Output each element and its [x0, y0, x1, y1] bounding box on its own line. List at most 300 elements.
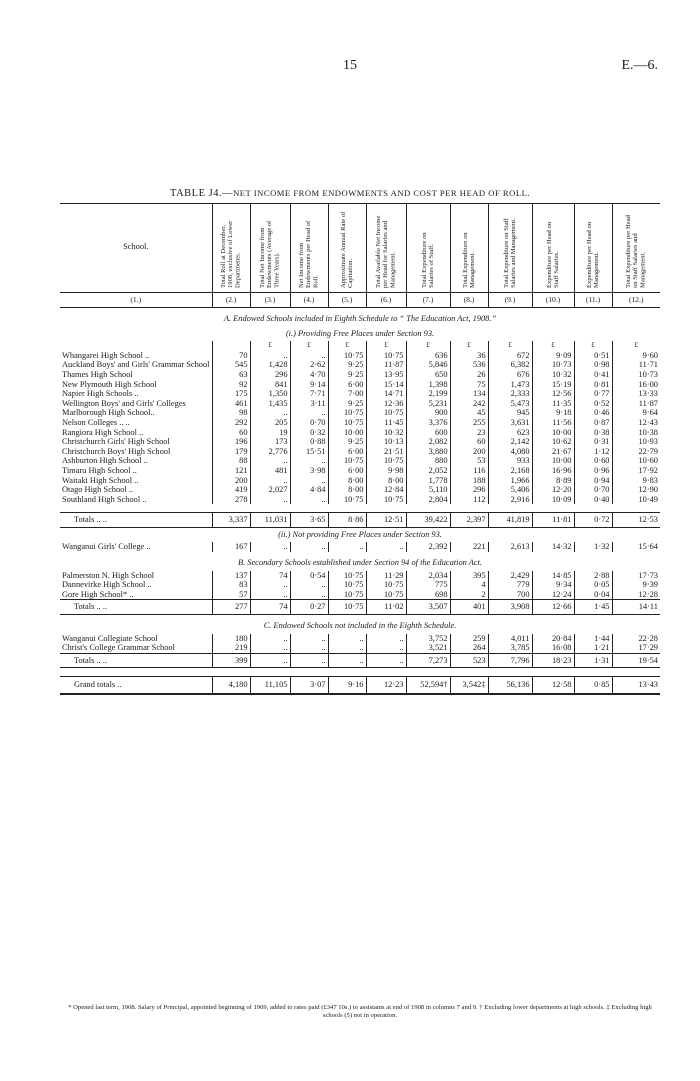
table-cell: 9·09 — [532, 351, 574, 361]
table-cell: 296 — [450, 485, 488, 495]
table-cell: 1,428 — [250, 360, 290, 370]
table-row — [60, 437, 660, 447]
table-cell: 60 — [450, 437, 488, 447]
column-number: (1.) — [60, 293, 212, 308]
table-cell: 1·31 — [574, 653, 612, 668]
table-cell: .. — [250, 590, 290, 600]
column-header-label: Total Expenditure on Management. — [461, 232, 476, 288]
table-cell: 12·53 — [612, 513, 660, 528]
table-cell: 2,199 — [406, 389, 450, 399]
table-row — [60, 466, 660, 476]
column-header-label: Total Roll at December, 1908, exclusive of Lower Departments. — [220, 220, 242, 288]
column-number: (6.) — [366, 293, 406, 308]
table-cell: 2,168 — [488, 466, 532, 476]
table-cell: 121 — [212, 466, 250, 476]
table-cell: 0·32 — [290, 428, 328, 438]
table-cell: 623 — [488, 428, 532, 438]
table-cell: 10·00 — [532, 456, 574, 466]
table-cell: .. — [250, 408, 290, 418]
table-cell: 3·65 — [290, 513, 328, 528]
spacer-cell — [328, 504, 366, 513]
table-cell: 9·64 — [612, 408, 660, 418]
unit-symbol: £ — [574, 341, 612, 351]
table-cell: 1·45 — [574, 600, 612, 615]
table-cell: 221 — [450, 542, 488, 552]
table-cell: 116 — [450, 466, 488, 476]
table-cell: 11·02 — [366, 600, 406, 615]
table-cell: 0·81 — [574, 380, 612, 390]
table-cell: .. — [290, 495, 328, 505]
spacer-cell — [406, 504, 450, 513]
table-cell: 16·08 — [532, 643, 574, 653]
column-header-label: Net Income from Endowments per Head of Roll. — [298, 220, 320, 288]
table-cell: .. — [290, 476, 328, 486]
school-name: Wanganui Collegiate School — [62, 633, 158, 643]
table-cell: 10·38 — [612, 428, 660, 438]
table-cell: 0·05 — [574, 580, 612, 590]
table-cell: .. — [366, 542, 406, 552]
table-cell: 1,473 — [488, 380, 532, 390]
table-cell: 0·60 — [574, 456, 612, 466]
totals-row — [60, 653, 660, 668]
table-cell: 880 — [406, 456, 450, 466]
table-cell: 41,819 — [488, 513, 532, 528]
unit-symbol: £ — [612, 341, 660, 351]
spacer-cell — [612, 668, 660, 677]
table-cell: 481 — [250, 466, 290, 476]
table-cell: 0·54 — [290, 571, 328, 581]
table-cell: 545 — [212, 360, 250, 370]
table-cell: 698 — [406, 590, 450, 600]
table-cell: 242 — [450, 399, 488, 409]
table-cell: 775 — [406, 580, 450, 590]
table-cell: 9·98 — [366, 466, 406, 476]
spacer-cell — [532, 668, 574, 677]
table-cell: 45 — [450, 408, 488, 418]
table-cell: 10·75 — [366, 590, 406, 600]
table-cell: 74 — [250, 600, 290, 615]
table-cell: 180 — [212, 634, 250, 644]
table-cell: 7·71 — [290, 389, 328, 399]
school-name: Auckland Boys' and Girls' Grammar School — [62, 360, 210, 370]
table-cell: 3,785 — [488, 643, 532, 653]
table-cell: 1,966 — [488, 476, 532, 486]
subsection-heading: (ii.) Not providing Free Places under Section 93. — [278, 529, 442, 539]
table-cell: 11·56 — [532, 418, 574, 428]
table-cell: 134 — [450, 389, 488, 399]
table-cell: 4 — [450, 580, 488, 590]
table-cell: 14·85 — [532, 571, 574, 581]
table-row — [60, 495, 660, 505]
table-cell: 20·84 — [532, 634, 574, 644]
school-name: Dannevirke High School .. — [62, 580, 152, 590]
table-cell: 0·98 — [574, 360, 612, 370]
table-cell: 0·77 — [574, 389, 612, 399]
table-cell: 0·94 — [574, 476, 612, 486]
table-cell: 8·86 — [328, 513, 366, 528]
table-header — [60, 204, 660, 308]
table-cell: .. — [328, 634, 366, 644]
table-cell: 13·33 — [612, 389, 660, 399]
table-cell: .. — [290, 653, 328, 668]
column-header-label: Expenditure per Head on Management. — [585, 221, 600, 288]
spacer-cell — [60, 668, 212, 677]
spacer-cell — [250, 668, 290, 677]
table-cell: 12·90 — [612, 485, 660, 495]
column-number: (3.) — [250, 293, 290, 308]
spacer-cell — [366, 504, 406, 513]
table-cell: 15·19 — [532, 380, 574, 390]
table-cell: 3·98 — [290, 466, 328, 476]
column-number: (4.) — [290, 293, 328, 308]
table-cell: 10·75 — [366, 580, 406, 590]
table-cell: 8·00 — [328, 476, 366, 486]
table-cell: 900 — [406, 408, 450, 418]
column-header: School. — [60, 204, 212, 293]
table-title-main: NET INCOME FROM ENDOWMENTS AND COST PER HEAD OF ROLL. — [233, 188, 530, 198]
school-name: Waitaki High School .. — [62, 475, 139, 485]
table-cell: 88 — [212, 456, 250, 466]
table-cell: .. — [290, 643, 328, 653]
unit-symbol — [212, 341, 250, 351]
table-cell: 10·75 — [328, 408, 366, 418]
table-cell: 17·29 — [612, 643, 660, 653]
school-name: Wellington Boys' and Girls' Colleges — [62, 398, 186, 408]
table-cell: .. — [250, 456, 290, 466]
table-cell: 219 — [212, 643, 250, 653]
table-cell: 3·07 — [290, 677, 328, 694]
table-cell: 3,376 — [406, 418, 450, 428]
table-cell: 3,521 — [406, 643, 450, 653]
table-cell: 2,142 — [488, 437, 532, 447]
table-cell: 0·72 — [574, 513, 612, 528]
table-cell: 75 — [450, 380, 488, 390]
table-body — [60, 308, 660, 695]
table-cell: 0·70 — [290, 418, 328, 428]
section-heading: B. Secondary Schools established under Section 94 of the Education Act. — [237, 558, 483, 568]
column-number: (8.) — [450, 293, 488, 308]
table-cell: 2,027 — [250, 485, 290, 495]
table-cell: 5,231 — [406, 399, 450, 409]
table-cell: 15·51 — [290, 447, 328, 457]
school-name: Otago High School .. — [62, 485, 133, 495]
table-cell: 26 — [450, 370, 488, 380]
school-name: Christchurch Boys' High School — [62, 446, 171, 456]
table-cell: 39,422 — [406, 513, 450, 528]
table-cell: 2,613 — [488, 542, 532, 552]
table-cell: 36 — [450, 351, 488, 361]
school-name: Napier High Schools .. — [62, 389, 139, 399]
page-number: 15 — [343, 58, 357, 73]
table-cell: 8·89 — [532, 476, 574, 486]
column-header-label: Total Expenditure on Salaries of Staff. — [420, 232, 435, 288]
table-cell: 10·75 — [366, 351, 406, 361]
table-cell: 70 — [212, 351, 250, 361]
table-cell: 13·43 — [612, 677, 660, 694]
spacer-cell — [612, 504, 660, 513]
table-cell: 3,631 — [488, 418, 532, 428]
table-cell: 4,180 — [212, 677, 250, 694]
table-row — [60, 590, 660, 600]
table-cell: 5,110 — [406, 485, 450, 495]
table-cell: .. — [250, 643, 290, 653]
table-cell: 4·70 — [290, 370, 328, 380]
table-cell: 399 — [212, 653, 250, 668]
column-number: (9.) — [488, 293, 532, 308]
table-cell: .. — [328, 643, 366, 653]
grand-totals-row — [60, 677, 660, 694]
table-cell: 173 — [250, 437, 290, 447]
table-cell: 0·27 — [290, 600, 328, 615]
table-cell: 2,333 — [488, 389, 532, 399]
income-endowment-table — [60, 203, 660, 695]
table-cell: 10·75 — [366, 408, 406, 418]
table-cell: 92 — [212, 380, 250, 390]
table-cell: 10·75 — [328, 571, 366, 581]
table-cell: .. — [290, 542, 328, 552]
table-cell: 0·52 — [574, 399, 612, 409]
table-cell: .. — [366, 634, 406, 644]
table-cell: 650 — [406, 370, 450, 380]
table-row — [60, 580, 660, 590]
table-cell: 0·70 — [574, 485, 612, 495]
table-cell: 10·75 — [366, 456, 406, 466]
school-name: Gore High School* .. — [62, 589, 134, 599]
table-cell: 0·46 — [574, 408, 612, 418]
table-cell: 461 — [212, 399, 250, 409]
totals-row — [60, 513, 660, 528]
table-cell: 672 — [488, 351, 532, 361]
table-title-prefix: TABLE J4.— — [170, 188, 234, 199]
footnote: * Opened last term, 1908. Salary of Principal, appointed beginning of 1909, added to rates paid (£347 10s.) to assistants at end of 1908 in columns 7 and 9. † Excluding lower departments at high schools. ‡ Excluding high schools (5) not in operation. — [68, 1004, 652, 1019]
table-cell: 10·75 — [366, 495, 406, 505]
table-cell: 188 — [450, 476, 488, 486]
table-cell: 14·32 — [532, 542, 574, 552]
unit-symbol: £ — [450, 341, 488, 351]
table-row — [60, 571, 660, 581]
table-cell: 12·56 — [532, 389, 574, 399]
table-cell: 11·71 — [612, 360, 660, 370]
table-cell: 11·35 — [532, 399, 574, 409]
table-cell: 16·00 — [612, 380, 660, 390]
table-cell: .. — [328, 542, 366, 552]
school-name: Christ's College Grammar School — [62, 643, 175, 653]
table-cell: 200 — [212, 476, 250, 486]
table-cell: 12·36 — [366, 399, 406, 409]
column-header — [366, 204, 406, 293]
table-cell: 401 — [450, 600, 488, 615]
table-cell: 3,880 — [406, 447, 450, 457]
table-cell: 1·44 — [574, 634, 612, 644]
school-name: Wanganui Girls' College .. — [62, 542, 151, 552]
table-cell: 3,542‡ — [450, 677, 488, 694]
table-cell: 12·23 — [366, 677, 406, 694]
table-cell: 1·32 — [574, 542, 612, 552]
table-cell: 1,350 — [250, 389, 290, 399]
table-cell: 12·51 — [366, 513, 406, 528]
spacer-cell — [212, 668, 250, 677]
table-cell: 11·87 — [612, 399, 660, 409]
table-cell: 12·84 — [366, 485, 406, 495]
table-cell: 10·49 — [612, 495, 660, 505]
table-cell: 1,435 — [250, 399, 290, 409]
table-cell: 9·18 — [532, 408, 574, 418]
column-header-label: Approximate Annual Rate of Capitation. — [339, 211, 354, 288]
table-cell: 10·75 — [328, 418, 366, 428]
spacer-cell — [250, 504, 290, 513]
table-cell: 10·93 — [612, 437, 660, 447]
table-cell: 12·20 — [532, 485, 574, 495]
table-cell: .. — [366, 643, 406, 653]
table-cell: 5,406 — [488, 485, 532, 495]
table-cell: 10·60 — [612, 456, 660, 466]
table-cell: 57 — [212, 590, 250, 600]
spacer-cell — [574, 504, 612, 513]
table-cell: 10·75 — [328, 600, 366, 615]
table-cell: 3,507 — [406, 600, 450, 615]
table-cell: 292 — [212, 418, 250, 428]
table-cell: .. — [290, 408, 328, 418]
table-cell: .. — [290, 590, 328, 600]
table-cell: 676 — [488, 370, 532, 380]
table-cell: 175 — [212, 389, 250, 399]
column-header-label: Total Expenditure per Head on Staff Salaries and Management. — [625, 215, 647, 288]
table-cell: 3,908 — [488, 600, 532, 615]
table-row — [60, 456, 660, 466]
table-cell: 4,080 — [488, 447, 532, 457]
table-cell: 16·96 — [532, 466, 574, 476]
table-cell: 8·00 — [366, 476, 406, 486]
unit-symbol: £ — [290, 341, 328, 351]
table-cell: 11·87 — [366, 360, 406, 370]
table-cell: 10·00 — [532, 428, 574, 438]
table-cell: 277 — [212, 600, 250, 615]
spacer-cell — [450, 504, 488, 513]
column-header-label: Total Net Income from Endowments (Average of Three Years). — [259, 220, 281, 288]
spacer-cell — [290, 504, 328, 513]
table-row — [60, 399, 660, 409]
column-header-label: Total Expenditure on Staff Salaries and Management. — [502, 218, 517, 288]
table-cell: .. — [250, 476, 290, 486]
table-row — [60, 360, 660, 370]
table-cell: 1,398 — [406, 380, 450, 390]
spacer-cell — [488, 668, 532, 677]
column-header — [488, 204, 532, 293]
table-cell: 6·00 — [328, 466, 366, 476]
school-name: Rangiora High School .. — [62, 427, 144, 437]
unit-symbol: £ — [328, 341, 366, 351]
table-cell: .. — [250, 580, 290, 590]
table-cell: 9·39 — [612, 580, 660, 590]
table-cell: .. — [328, 653, 366, 668]
table-cell: 200 — [450, 447, 488, 457]
column-header-label: Total Available Net Income per Head for Salaries and Management. — [375, 215, 397, 288]
unit-symbol: £ — [366, 341, 406, 351]
table-cell: 9·25 — [328, 437, 366, 447]
table-title — [0, 188, 700, 199]
column-header — [612, 204, 660, 293]
table-cell: .. — [250, 542, 290, 552]
table-cell: 14·71 — [366, 389, 406, 399]
table-cell: 60 — [212, 428, 250, 438]
school-name: Nelson Colleges .. .. — [62, 417, 130, 427]
table-cell: 9·16 — [328, 677, 366, 694]
table-cell: 3·11 — [290, 399, 328, 409]
table-cell: 419 — [212, 485, 250, 495]
school-name: Thames High School — [62, 369, 133, 379]
table-cell: 10·73 — [612, 370, 660, 380]
table-cell: .. — [250, 634, 290, 644]
section-heading: C. Endowed Schools not included in the Eighth Schedule. — [263, 621, 457, 631]
table-cell: .. — [250, 351, 290, 361]
table-cell: 2·62 — [290, 360, 328, 370]
table-row — [60, 351, 660, 361]
column-header — [532, 204, 574, 293]
table-cell: 56,136 — [488, 677, 532, 694]
table-cell: 0·85 — [574, 677, 612, 694]
school-name: Southland High School .. — [62, 494, 147, 504]
table-cell: 205 — [250, 418, 290, 428]
table-cell: 5,846 — [406, 360, 450, 370]
table-cell: 1,778 — [406, 476, 450, 486]
table-cell: 2·88 — [574, 571, 612, 581]
table-cell: 7,273 — [406, 653, 450, 668]
table-cell: 9·14 — [290, 380, 328, 390]
table-cell: 12·24 — [532, 590, 574, 600]
table-cell: 23 — [450, 428, 488, 438]
table-cell: 53 — [450, 456, 488, 466]
table-cell: 6·00 — [328, 447, 366, 457]
table-cell: 15·14 — [366, 380, 406, 390]
table-cell: 10·75 — [328, 590, 366, 600]
table-cell: 52,594† — [406, 677, 450, 694]
table-cell: 63 — [212, 370, 250, 380]
school-name: Totals .. .. — [60, 600, 212, 615]
table-row — [60, 370, 660, 380]
table-cell: .. — [290, 634, 328, 644]
table-cell: 7·00 — [328, 389, 366, 399]
table-cell: 9·60 — [612, 351, 660, 361]
column-header — [212, 204, 250, 293]
table-cell: 10·62 — [532, 437, 574, 447]
table-cell: 22·79 — [612, 447, 660, 457]
school-name: Grand totals .. — [60, 677, 212, 694]
table-cell: 11·81 — [532, 513, 574, 528]
table-cell: 112 — [450, 495, 488, 505]
table-row — [60, 408, 660, 418]
table-cell: 0·40 — [574, 495, 612, 505]
table-cell: 636 — [406, 351, 450, 361]
table-cell: 21·51 — [366, 447, 406, 457]
table-cell: 2,429 — [488, 571, 532, 581]
table-cell: 0·87 — [574, 418, 612, 428]
unit-symbol: £ — [406, 341, 450, 351]
table-cell: 4,011 — [488, 634, 532, 644]
table-cell: 19 — [250, 428, 290, 438]
table-cell: 10·32 — [532, 370, 574, 380]
spacer-cell — [328, 668, 366, 677]
spacer-cell — [574, 668, 612, 677]
column-number: (11.) — [574, 293, 612, 308]
table-cell: 523 — [450, 653, 488, 668]
table-row — [60, 476, 660, 486]
column-header — [574, 204, 612, 293]
spacer-cell — [488, 504, 532, 513]
table-cell: 8·00 — [328, 485, 366, 495]
table-cell: 11,031 — [250, 513, 290, 528]
school-name: Ashburton High School .. — [62, 456, 148, 466]
table-cell: 11,105 — [250, 677, 290, 694]
